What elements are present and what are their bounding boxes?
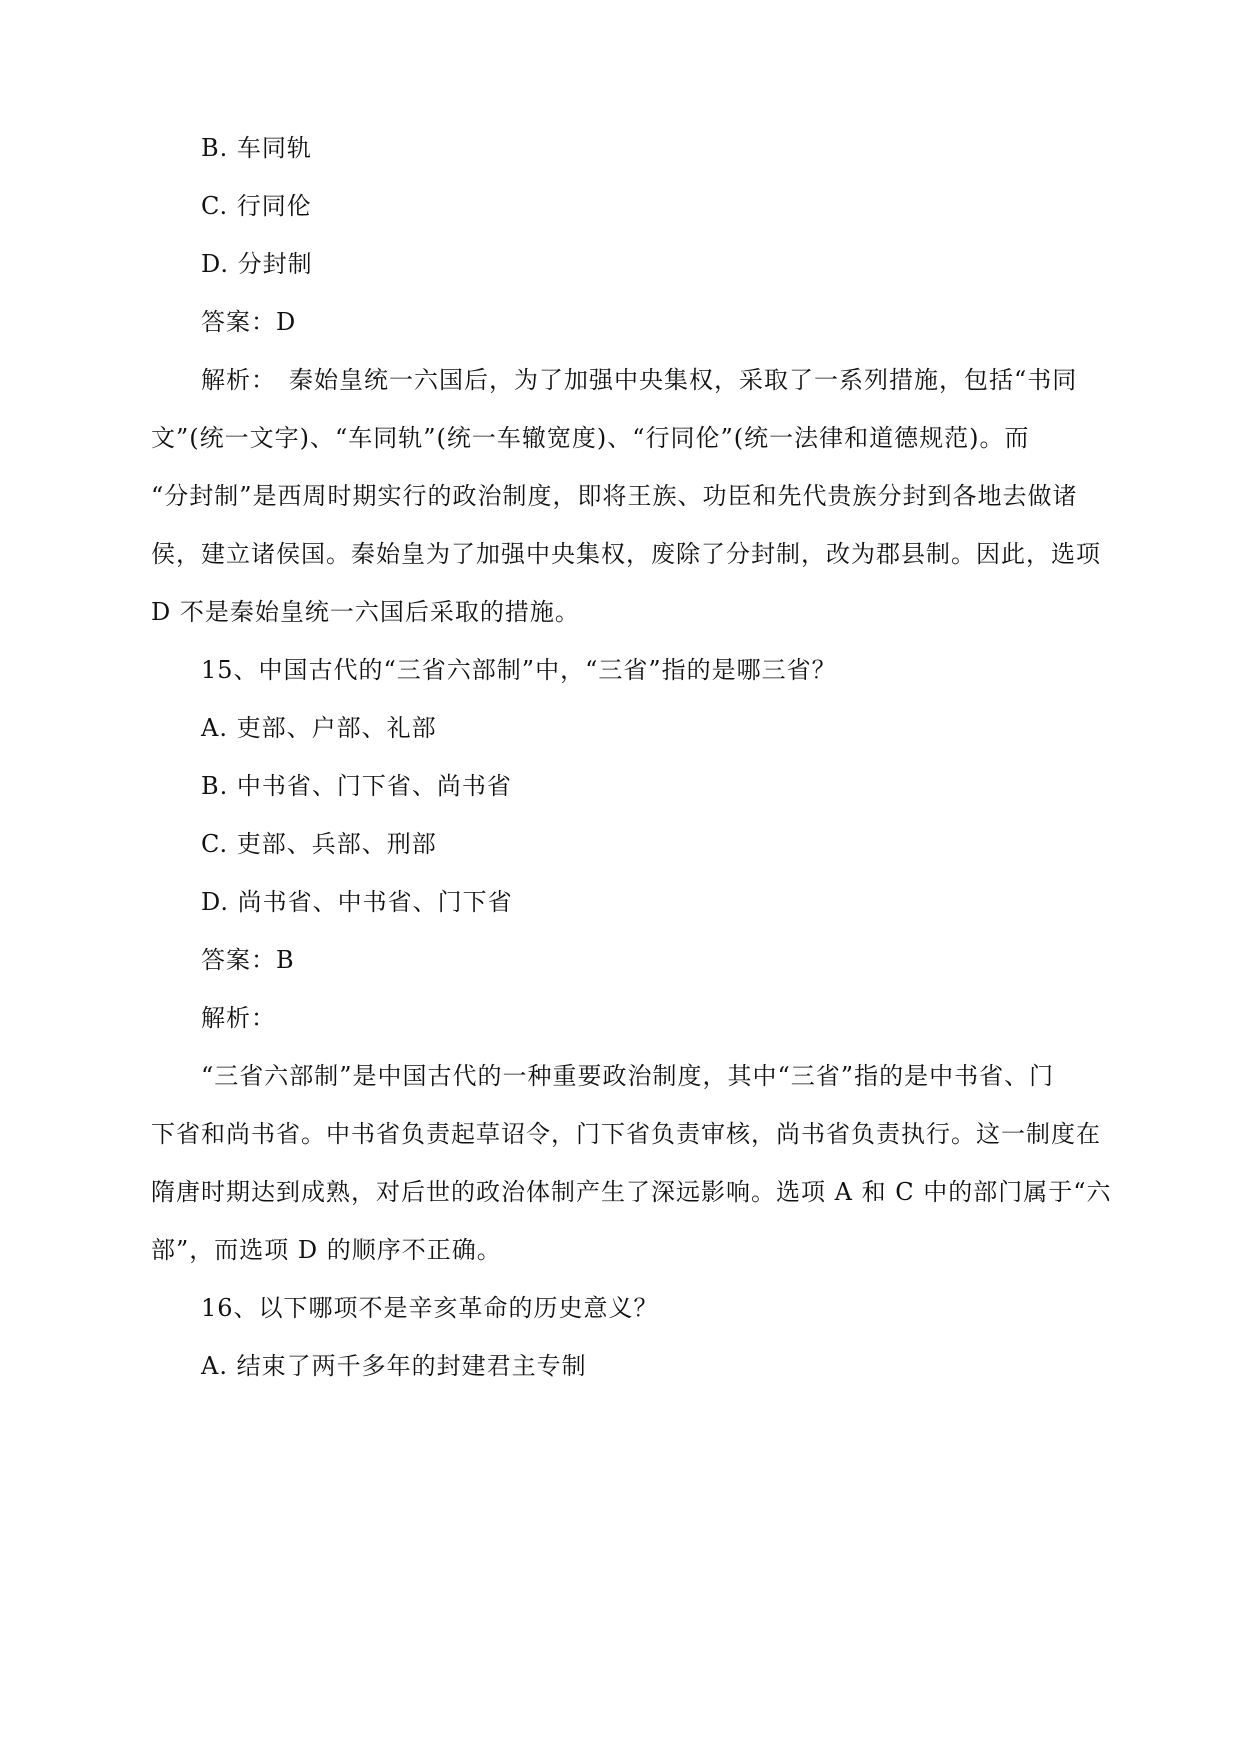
q15-analysis-line: 下省和尚书省。中书省负责起草诏令，门下省负责审核，尚书省负责执行。这一制度在	[151, 1120, 1101, 1148]
q16-option-a: A. 结束了两千多年的封建君主专制	[201, 1352, 587, 1380]
q15-analysis-line: 隋唐时期达到成熟，对后世的政治体制产生了深远影响。选项 A 和 C 中的部门属于“六	[151, 1178, 1112, 1206]
q14-option-c: C. 行同伦	[201, 192, 312, 220]
q14-analysis-line: 侯，建立诸侯国。秦始皇为了加强中央集权，废除了分封制，改为郡县制。因此，选项	[151, 540, 1101, 568]
q14-option-b: B. 车同轨	[201, 134, 312, 162]
q14-analysis-line: “分封制”是西周时期实行的政治制度，即将王族、功臣和先代贵族分封到各地去做诸	[151, 482, 1078, 510]
q16-question: 16、以下哪项不是辛亥革命的历史意义？	[201, 1294, 659, 1322]
q15-question: 15、中国古代的“三省六部制”中，“三省”指的是哪三省？	[201, 656, 837, 684]
q15-analysis-line: “三省六部制”是中国古代的一种重要政治制度，其中“三省”指的是中书省、门	[201, 1062, 1055, 1090]
q14-answer: 答案：D	[201, 308, 297, 336]
q15-option-d: D. 尚书省、中书省、门下省	[201, 888, 513, 916]
q15-option-a: A. 吏部、户部、礼部	[201, 714, 437, 742]
q15-analysis-line: 部”，而选项 D 的顺序不正确。	[151, 1236, 502, 1264]
q14-option-d: D. 分封制	[201, 250, 313, 278]
q15-option-c: C. 吏部、兵部、刑部	[201, 830, 437, 858]
q14-analysis-line: D 不是秦始皇统一六国后采取的措施。	[151, 598, 580, 626]
q14-analysis-line: 解析： 秦始皇统一六国后，为了加强中央集权，采取了一系列措施，包括“书同	[201, 366, 1078, 394]
q15-option-b: B. 中书省、门下省、尚书省	[201, 772, 512, 800]
q15-analysis-label: 解析：	[201, 1004, 276, 1032]
q15-answer: 答案：B	[201, 946, 295, 974]
q14-analysis-line: 文”(统一文字)、“车同轨”(统一车辙宽度)、“行同伦”(统一法律和道德规范)。而	[151, 424, 1030, 452]
